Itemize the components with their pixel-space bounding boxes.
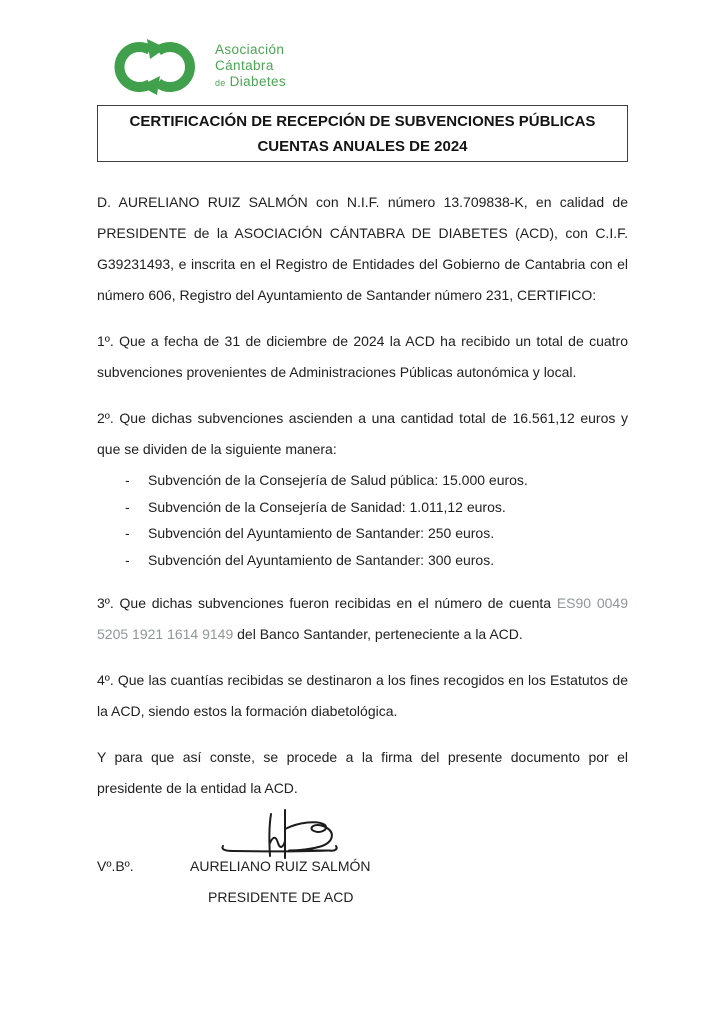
- logo-text: [215, 42, 286, 91]
- document-title-box: [97, 105, 628, 162]
- subsidy-list: [97, 467, 628, 573]
- subsidy-text: Subvención de la Consejería de Sanidad: 1.011,12 euros.: [148, 498, 506, 515]
- intro-paragraph: D. AURELIANO RUIZ SALMÓN con N.I.F. número 13.709838-K, en calidad de PRESIDENTE de la ASOCIACIÓN CÁNTABRA DE DIABETES (ACD), con C.I.F. G39231493, e inscrita en el Registro de Entidades del Gobierno de Cantabria con el número 606, Registro del Ayuntamiento de Santander número 231, CERTIFICO:: [97, 194, 628, 303]
- list-dash: -: [125, 472, 130, 488]
- title-line-1: CERTIFICACIÓN DE RECEPCIÓN DE SUBVENCIONES PÚBLICAS: [129, 113, 596, 130]
- signature-row: [97, 856, 628, 876]
- logo-line-3: de Diabetes: [215, 73, 287, 89]
- logo-circular-arrows-icon: [109, 36, 197, 96]
- closing-paragraph: Y para que así conste, se procede a la firma del presente documento por el presidente de la entidad la ACD.: [97, 749, 628, 796]
- list-dash: -: [125, 551, 130, 568]
- list-item: [97, 467, 628, 494]
- point-2-paragraph: 2º. Que dichas subvenciones ascienden a una cantidad total de 16.561,12 euros y que se dividen de la siguiente manera:: [97, 410, 628, 457]
- list-item: [97, 494, 628, 521]
- bank-account-number: ES90 0049 5205 1921 1614 9149: [97, 595, 628, 642]
- org-logo: [109, 36, 628, 96]
- title-line-2: CUENTAS ANUALES DE 2024: [257, 138, 468, 155]
- subsidy-text: Subvención de la Consejería de Salud pública: 15.000 euros.: [148, 472, 528, 488]
- signer-name: AURELIANO RUIZ SALMÓN: [190, 858, 371, 874]
- signer-role: PRESIDENTE DE ACD: [208, 889, 354, 905]
- list-item: [97, 520, 628, 547]
- point-3-suffix: del Banco Santander, perteneciente a la ACD.: [233, 626, 523, 642]
- list-dash: -: [125, 498, 130, 515]
- point-3-paragraph: [97, 588, 628, 650]
- logo-line-1: Asociación: [215, 41, 285, 57]
- vobo-label: Vº.Bº.: [97, 858, 134, 874]
- subsidy-text: Subvención del Ayuntamiento de Santander: 300 euros.: [148, 551, 495, 568]
- handwritten-signature: [219, 808, 344, 860]
- list-dash: -: [125, 525, 130, 541]
- logo-line-2: Cántabra: [215, 57, 274, 73]
- subsidy-text: Subvención del Ayuntamiento de Santander: 250 euros.: [148, 525, 495, 541]
- point-1-paragraph: 1º. Que a fecha de 31 de diciembre de 2024 la ACD ha recibido un total de cuatro subvenciones provenientes de Administraciones Públicas autonómica y local.: [97, 333, 628, 380]
- list-item: [97, 547, 628, 574]
- point-4-paragraph: 4º. Que las cuantías recibidas se destinaron a los fines recogidos en los Estatutos de la ACD, siendo estos la formación diabetológica.: [97, 672, 628, 719]
- point-3-prefix: 3º. Que dichas subvenciones fueron recibidas en el número de cuenta: [97, 595, 557, 611]
